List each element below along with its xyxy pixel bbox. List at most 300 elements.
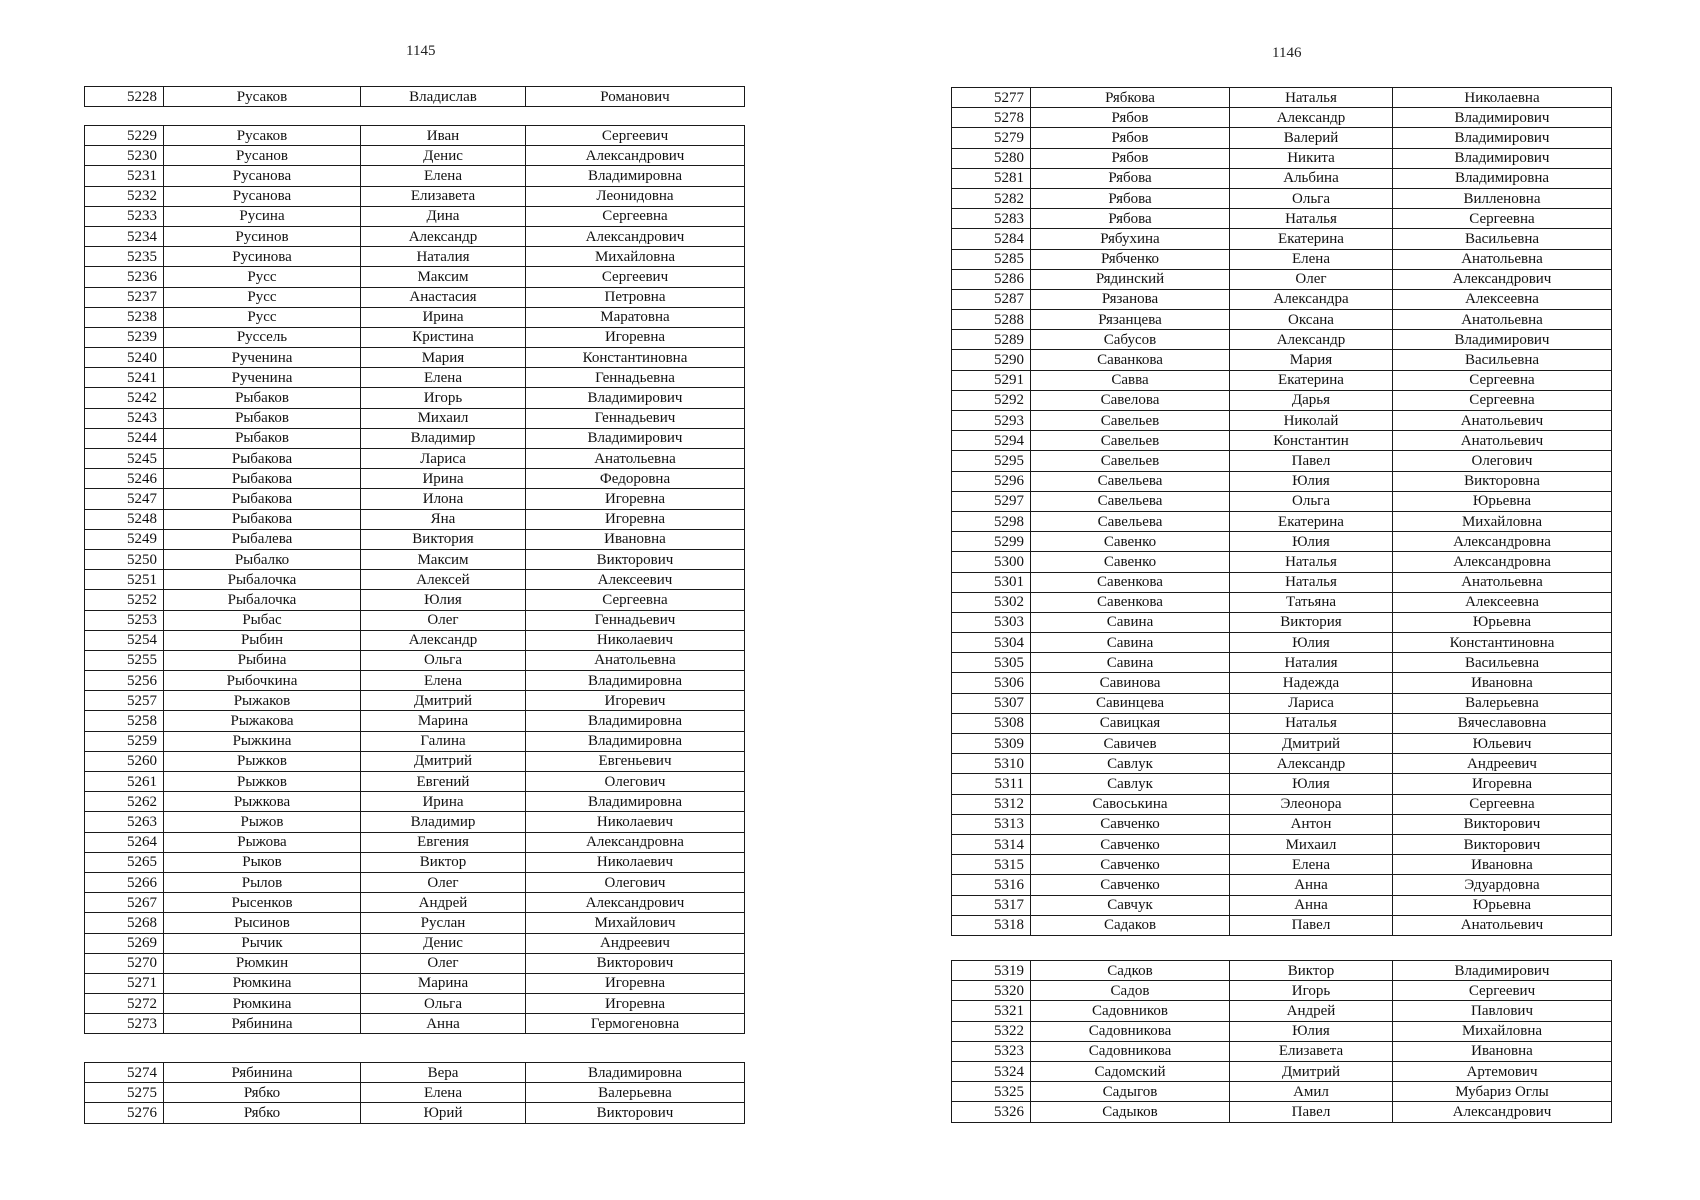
- patronymic-cell: Олегович: [1393, 451, 1612, 471]
- table-row: [85, 872, 745, 892]
- table-row: [85, 832, 745, 852]
- table-row: [85, 327, 745, 347]
- patronymic-cell: Мубариз Оглы: [1393, 1082, 1612, 1102]
- patronymic-cell: Константиновна: [526, 348, 745, 368]
- patronymic-cell: Владимировна: [526, 731, 745, 751]
- first-name-cell: Олег: [361, 872, 526, 892]
- surname-cell: Рыбина: [164, 650, 361, 670]
- patronymic-cell: Александрович: [526, 146, 745, 166]
- table-row: [85, 87, 745, 107]
- first-name-cell: Наталья: [1230, 572, 1393, 592]
- table-row: [952, 653, 1612, 673]
- first-name-cell: Игорь: [1230, 981, 1393, 1001]
- patronymic-cell: Анатольевна: [526, 650, 745, 670]
- patronymic-cell: Владимирович: [526, 428, 745, 448]
- record-number-cell: 5274: [85, 1063, 164, 1083]
- record-number-cell: 5310: [952, 754, 1031, 774]
- patronymic-cell: Александровна: [526, 832, 745, 852]
- first-name-cell: Галина: [361, 731, 526, 751]
- patronymic-cell: Гермогеновна: [526, 1014, 745, 1034]
- first-name-cell: Николай: [1230, 411, 1393, 431]
- first-name-cell: Амил: [1230, 1082, 1393, 1102]
- table-row: [85, 711, 745, 731]
- table-row: [952, 390, 1612, 410]
- first-name-cell: Александр: [361, 226, 526, 246]
- record-number-cell: 5317: [952, 895, 1031, 915]
- record-number-cell: 5298: [952, 511, 1031, 531]
- surname-cell: Русс: [164, 267, 361, 287]
- surname-cell: Русинова: [164, 247, 361, 267]
- record-number-cell: 5257: [85, 691, 164, 711]
- table-row: [85, 973, 745, 993]
- surname-cell: Савоськина: [1031, 794, 1230, 814]
- surname-cell: Савельева: [1031, 491, 1230, 511]
- record-number-cell: 5305: [952, 653, 1031, 673]
- first-name-cell: Дмитрий: [361, 751, 526, 771]
- first-name-cell: Татьяна: [1230, 592, 1393, 612]
- first-name-cell: Наталья: [1230, 552, 1393, 572]
- patronymic-cell: Владимировна: [526, 711, 745, 731]
- surname-cell: Саванкова: [1031, 350, 1230, 370]
- patronymic-cell: Алексеевич: [526, 570, 745, 590]
- surname-cell: Рябухина: [1031, 229, 1230, 249]
- table-row: [85, 893, 745, 913]
- patronymic-cell: Анатольевич: [1393, 431, 1612, 451]
- patronymic-cell: Александровна: [1393, 552, 1612, 572]
- record-number-cell: 5299: [952, 532, 1031, 552]
- first-name-cell: Юлия: [1230, 633, 1393, 653]
- table-row: [85, 570, 745, 590]
- record-number-cell: 5232: [85, 186, 164, 206]
- surname-cell: Савлук: [1031, 774, 1230, 794]
- roster-table-left-bottom: [84, 1062, 745, 1124]
- surname-cell: Рыбочкина: [164, 671, 361, 691]
- table-row: [952, 961, 1612, 981]
- first-name-cell: Наталья: [1230, 713, 1393, 733]
- patronymic-cell: Николаевич: [526, 812, 745, 832]
- table-row: [85, 287, 745, 307]
- table-row: [85, 751, 745, 771]
- record-number-cell: 5300: [952, 552, 1031, 572]
- table-row: [952, 168, 1612, 188]
- first-name-cell: Дмитрий: [1230, 1061, 1393, 1081]
- table-row: [952, 1021, 1612, 1041]
- surname-cell: Садомский: [1031, 1061, 1230, 1081]
- table-row: [952, 693, 1612, 713]
- record-number-cell: 5290: [952, 350, 1031, 370]
- first-name-cell: Антон: [1230, 814, 1393, 834]
- surname-cell: Рученина: [164, 348, 361, 368]
- first-name-cell: Андрей: [361, 893, 526, 913]
- first-name-cell: Александр: [1230, 108, 1393, 128]
- table-row: [85, 671, 745, 691]
- surname-cell: Рябова: [1031, 209, 1230, 229]
- first-name-cell: Анна: [1230, 895, 1393, 915]
- first-name-cell: Владислав: [361, 87, 526, 107]
- record-number-cell: 5326: [952, 1102, 1031, 1122]
- record-number-cell: 5308: [952, 713, 1031, 733]
- table-row: [85, 529, 745, 549]
- record-number-cell: 5279: [952, 128, 1031, 148]
- patronymic-cell: Артемович: [1393, 1061, 1612, 1081]
- table-row: [952, 269, 1612, 289]
- surname-cell: Рыбалочка: [164, 570, 361, 590]
- surname-cell: Рязанцева: [1031, 310, 1230, 330]
- surname-cell: Русаков: [164, 126, 361, 146]
- table-row: [952, 1041, 1612, 1061]
- record-number-cell: 5302: [952, 592, 1031, 612]
- patronymic-cell: Ивановна: [1393, 855, 1612, 875]
- surname-cell: Савичев: [1031, 734, 1230, 754]
- first-name-cell: Екатерина: [1230, 370, 1393, 390]
- record-number-cell: 5259: [85, 731, 164, 751]
- record-number-cell: 5325: [952, 1082, 1031, 1102]
- surname-cell: Рябова: [1031, 188, 1230, 208]
- patronymic-cell: Эдуардовна: [1393, 875, 1612, 895]
- record-number-cell: 5262: [85, 792, 164, 812]
- first-name-cell: Мария: [361, 348, 526, 368]
- patronymic-cell: Анатольевна: [1393, 249, 1612, 269]
- surname-cell: Рылов: [164, 872, 361, 892]
- patronymic-cell: Игоревна: [526, 489, 745, 509]
- first-name-cell: Ольга: [361, 994, 526, 1014]
- patronymic-cell: Владимирович: [1393, 148, 1612, 168]
- record-number-cell: 5277: [952, 88, 1031, 108]
- patronymic-cell: Васильевна: [1393, 653, 1612, 673]
- patronymic-cell: Игоревич: [526, 691, 745, 711]
- table-row: [952, 310, 1612, 330]
- first-name-cell: Анна: [1230, 875, 1393, 895]
- record-number-cell: 5233: [85, 206, 164, 226]
- table-row: [952, 713, 1612, 733]
- record-number-cell: 5241: [85, 368, 164, 388]
- patronymic-cell: Николаевич: [526, 630, 745, 650]
- record-number-cell: 5254: [85, 630, 164, 650]
- first-name-cell: Элеонора: [1230, 794, 1393, 814]
- table-row: [85, 913, 745, 933]
- surname-cell: Русанов: [164, 146, 361, 166]
- table-row: [952, 411, 1612, 431]
- surname-cell: Русинов: [164, 226, 361, 246]
- first-name-cell: Виктория: [361, 529, 526, 549]
- patronymic-cell: Геннадьевич: [526, 408, 745, 428]
- record-number-cell: 5320: [952, 981, 1031, 1001]
- record-number-cell: 5293: [952, 411, 1031, 431]
- record-number-cell: 5261: [85, 772, 164, 792]
- surname-cell: Рыбас: [164, 610, 361, 630]
- patronymic-cell: Валерьевна: [526, 1083, 745, 1103]
- surname-cell: Садовников: [1031, 1001, 1230, 1021]
- record-number-cell: 5304: [952, 633, 1031, 653]
- table-row: [952, 552, 1612, 572]
- patronymic-cell: Сергеевич: [526, 267, 745, 287]
- first-name-cell: Илона: [361, 489, 526, 509]
- record-number-cell: 5245: [85, 449, 164, 469]
- patronymic-cell: Вилленовна: [1393, 188, 1612, 208]
- record-number-cell: 5265: [85, 852, 164, 872]
- patronymic-cell: Ивановна: [1393, 1041, 1612, 1061]
- patronymic-cell: Александрович: [526, 226, 745, 246]
- record-number-cell: 5244: [85, 428, 164, 448]
- table-row: [952, 209, 1612, 229]
- table-row: [952, 592, 1612, 612]
- table-row: [952, 895, 1612, 915]
- table-row: [85, 610, 745, 630]
- surname-cell: Рязанова: [1031, 289, 1230, 309]
- patronymic-cell: Викторович: [1393, 834, 1612, 854]
- patronymic-cell: Владимировна: [526, 792, 745, 812]
- table-row: [952, 673, 1612, 693]
- table-row: [952, 834, 1612, 854]
- record-number-cell: 5313: [952, 814, 1031, 834]
- surname-cell: Савинцева: [1031, 693, 1230, 713]
- table-row: [85, 126, 745, 146]
- first-name-cell: Елена: [1230, 249, 1393, 269]
- patronymic-cell: Владимировна: [526, 166, 745, 186]
- record-number-cell: 5249: [85, 529, 164, 549]
- patronymic-cell: Юльевич: [1393, 734, 1612, 754]
- patronymic-cell: Анатольевич: [1393, 915, 1612, 935]
- patronymic-cell: Анатольевна: [1393, 310, 1612, 330]
- table-row: [85, 247, 745, 267]
- table-row: [85, 772, 745, 792]
- first-name-cell: Олег: [1230, 269, 1393, 289]
- table-row: [952, 734, 1612, 754]
- first-name-cell: Евгения: [361, 832, 526, 852]
- patronymic-cell: Анатольевна: [1393, 572, 1612, 592]
- surname-cell: Рученина: [164, 368, 361, 388]
- record-number-cell: 5236: [85, 267, 164, 287]
- first-name-cell: Ирина: [361, 792, 526, 812]
- surname-cell: Рыжкова: [164, 792, 361, 812]
- first-name-cell: Елена: [361, 368, 526, 388]
- first-name-cell: Павел: [1230, 1102, 1393, 1122]
- record-number-cell: 5275: [85, 1083, 164, 1103]
- surname-cell: Рябов: [1031, 108, 1230, 128]
- surname-cell: Рыбаков: [164, 428, 361, 448]
- patronymic-cell: Геннадьевна: [526, 368, 745, 388]
- first-name-cell: Анна: [361, 1014, 526, 1034]
- patronymic-cell: Юрьевна: [1393, 491, 1612, 511]
- table-row: [85, 1083, 745, 1103]
- record-number-cell: 5322: [952, 1021, 1031, 1041]
- table-row: [85, 186, 745, 206]
- record-number-cell: 5319: [952, 961, 1031, 981]
- patronymic-cell: Сергеевна: [526, 590, 745, 610]
- surname-cell: Савлук: [1031, 754, 1230, 774]
- surname-cell: Савчук: [1031, 895, 1230, 915]
- surname-cell: Русс: [164, 287, 361, 307]
- record-number-cell: 5271: [85, 973, 164, 993]
- surname-cell: Рыков: [164, 852, 361, 872]
- record-number-cell: 5287: [952, 289, 1031, 309]
- patronymic-cell: Федоровна: [526, 469, 745, 489]
- surname-cell: Савельев: [1031, 411, 1230, 431]
- surname-cell: Савченко: [1031, 834, 1230, 854]
- surname-cell: Рюмкина: [164, 973, 361, 993]
- table-row: [85, 226, 745, 246]
- patronymic-cell: Вячеславовна: [1393, 713, 1612, 733]
- record-number-cell: 5303: [952, 612, 1031, 632]
- first-name-cell: Дмитрий: [361, 691, 526, 711]
- first-name-cell: Альбина: [1230, 168, 1393, 188]
- first-name-cell: Виктория: [1230, 612, 1393, 632]
- surname-cell: Савина: [1031, 653, 1230, 673]
- table-row: [85, 549, 745, 569]
- first-name-cell: Оксана: [1230, 310, 1393, 330]
- table-row: [952, 148, 1612, 168]
- table-row: [85, 812, 745, 832]
- table-row: [85, 933, 745, 953]
- table-row: [952, 471, 1612, 491]
- surname-cell: Рысинов: [164, 913, 361, 933]
- record-number-cell: 5240: [85, 348, 164, 368]
- patronymic-cell: Васильевна: [1393, 350, 1612, 370]
- surname-cell: Савва: [1031, 370, 1230, 390]
- table-row: [85, 267, 745, 287]
- patronymic-cell: Андреевич: [526, 933, 745, 953]
- record-number-cell: 5281: [952, 168, 1031, 188]
- surname-cell: Савенкова: [1031, 572, 1230, 592]
- patronymic-cell: Игоревна: [526, 327, 745, 347]
- patronymic-cell: Васильевна: [1393, 229, 1612, 249]
- table-row: [85, 307, 745, 327]
- table-row: [85, 590, 745, 610]
- patronymic-cell: Геннадьевич: [526, 610, 745, 630]
- record-number-cell: 5285: [952, 249, 1031, 269]
- first-name-cell: Вера: [361, 1063, 526, 1083]
- first-name-cell: Иван: [361, 126, 526, 146]
- patronymic-cell: Александрович: [1393, 269, 1612, 289]
- patronymic-cell: Андреевич: [1393, 754, 1612, 774]
- table-row: [85, 509, 745, 529]
- table-row: [85, 469, 745, 489]
- record-number-cell: 5248: [85, 509, 164, 529]
- surname-cell: Садовникова: [1031, 1021, 1230, 1041]
- first-name-cell: Елена: [1230, 855, 1393, 875]
- patronymic-cell: Владимирович: [1393, 330, 1612, 350]
- roster-table-right-main: [951, 87, 1612, 936]
- first-name-cell: Михаил: [361, 408, 526, 428]
- surname-cell: Рыбакова: [164, 509, 361, 529]
- patronymic-cell: Александрович: [526, 893, 745, 913]
- patronymic-cell: Владимирович: [1393, 128, 1612, 148]
- surname-cell: Рыжков: [164, 772, 361, 792]
- first-name-cell: Андрей: [1230, 1001, 1393, 1021]
- patronymic-cell: Сергеевна: [1393, 794, 1612, 814]
- record-number-cell: 5284: [952, 229, 1031, 249]
- patronymic-cell: Николаевна: [1393, 88, 1612, 108]
- first-name-cell: Ольга: [1230, 188, 1393, 208]
- record-number-cell: 5243: [85, 408, 164, 428]
- first-name-cell: Кристина: [361, 327, 526, 347]
- surname-cell: Русаков: [164, 87, 361, 107]
- first-name-cell: Лариса: [361, 449, 526, 469]
- surname-cell: Савельева: [1031, 511, 1230, 531]
- patronymic-cell: Михайловна: [526, 247, 745, 267]
- table-row: [85, 146, 745, 166]
- surname-cell: Савченко: [1031, 855, 1230, 875]
- patronymic-cell: Евгеньевич: [526, 751, 745, 771]
- record-number-cell: 5267: [85, 893, 164, 913]
- first-name-cell: Наталия: [361, 247, 526, 267]
- patronymic-cell: Владимировна: [526, 671, 745, 691]
- first-name-cell: Юлия: [1230, 1021, 1393, 1041]
- patronymic-cell: Владимирович: [1393, 108, 1612, 128]
- table-row: [952, 875, 1612, 895]
- first-name-cell: Максим: [361, 267, 526, 287]
- surname-cell: Рыбин: [164, 630, 361, 650]
- patronymic-cell: Маратовна: [526, 307, 745, 327]
- record-number-cell: 5231: [85, 166, 164, 186]
- first-name-cell: Евгений: [361, 772, 526, 792]
- first-name-cell: Павел: [1230, 915, 1393, 935]
- surname-cell: Рябченко: [1031, 249, 1230, 269]
- table-row: [85, 206, 745, 226]
- record-number-cell: 5295: [952, 451, 1031, 471]
- record-number-cell: 5291: [952, 370, 1031, 390]
- first-name-cell: Екатерина: [1230, 229, 1393, 249]
- record-number-cell: 5246: [85, 469, 164, 489]
- first-name-cell: Ольга: [361, 650, 526, 670]
- first-name-cell: Елена: [361, 671, 526, 691]
- first-name-cell: Екатерина: [1230, 511, 1393, 531]
- surname-cell: Рюмкина: [164, 994, 361, 1014]
- roster-table-right-bottom: [951, 960, 1612, 1123]
- record-number-cell: 5283: [952, 209, 1031, 229]
- table-row: [85, 428, 745, 448]
- record-number-cell: 5286: [952, 269, 1031, 289]
- surname-cell: Савельева: [1031, 471, 1230, 491]
- surname-cell: Садков: [1031, 961, 1230, 981]
- first-name-cell: Марина: [361, 711, 526, 731]
- table-row: [952, 491, 1612, 511]
- surname-cell: Рыжова: [164, 832, 361, 852]
- record-number-cell: 5324: [952, 1061, 1031, 1081]
- surname-cell: Русанова: [164, 166, 361, 186]
- table-row: [952, 915, 1612, 935]
- record-number-cell: 5270: [85, 953, 164, 973]
- surname-cell: Савина: [1031, 612, 1230, 632]
- surname-cell: Русанова: [164, 186, 361, 206]
- first-name-cell: Наталия: [1230, 653, 1393, 673]
- patronymic-cell: Ивановна: [526, 529, 745, 549]
- table-row: [952, 289, 1612, 309]
- surname-cell: Рыжаков: [164, 691, 361, 711]
- surname-cell: Рыжов: [164, 812, 361, 832]
- patronymic-cell: Юрьевна: [1393, 895, 1612, 915]
- record-number-cell: 5306: [952, 673, 1031, 693]
- first-name-cell: Павел: [1230, 451, 1393, 471]
- patronymic-cell: Сергеевна: [1393, 209, 1612, 229]
- first-name-cell: Дмитрий: [1230, 734, 1393, 754]
- patronymic-cell: Анатольевич: [1393, 411, 1612, 431]
- surname-cell: Рыбакова: [164, 489, 361, 509]
- first-name-cell: Юлия: [361, 590, 526, 610]
- first-name-cell: Анастасия: [361, 287, 526, 307]
- record-number-cell: 5314: [952, 834, 1031, 854]
- patronymic-cell: Викторович: [526, 953, 745, 973]
- record-number-cell: 5238: [85, 307, 164, 327]
- table-row: [85, 1063, 745, 1083]
- first-name-cell: Руслан: [361, 913, 526, 933]
- patronymic-cell: Викторович: [526, 1103, 745, 1123]
- surname-cell: Савченко: [1031, 875, 1230, 895]
- table-row: [952, 431, 1612, 451]
- surname-cell: Савченко: [1031, 814, 1230, 834]
- surname-cell: Рябко: [164, 1103, 361, 1123]
- record-number-cell: 5282: [952, 188, 1031, 208]
